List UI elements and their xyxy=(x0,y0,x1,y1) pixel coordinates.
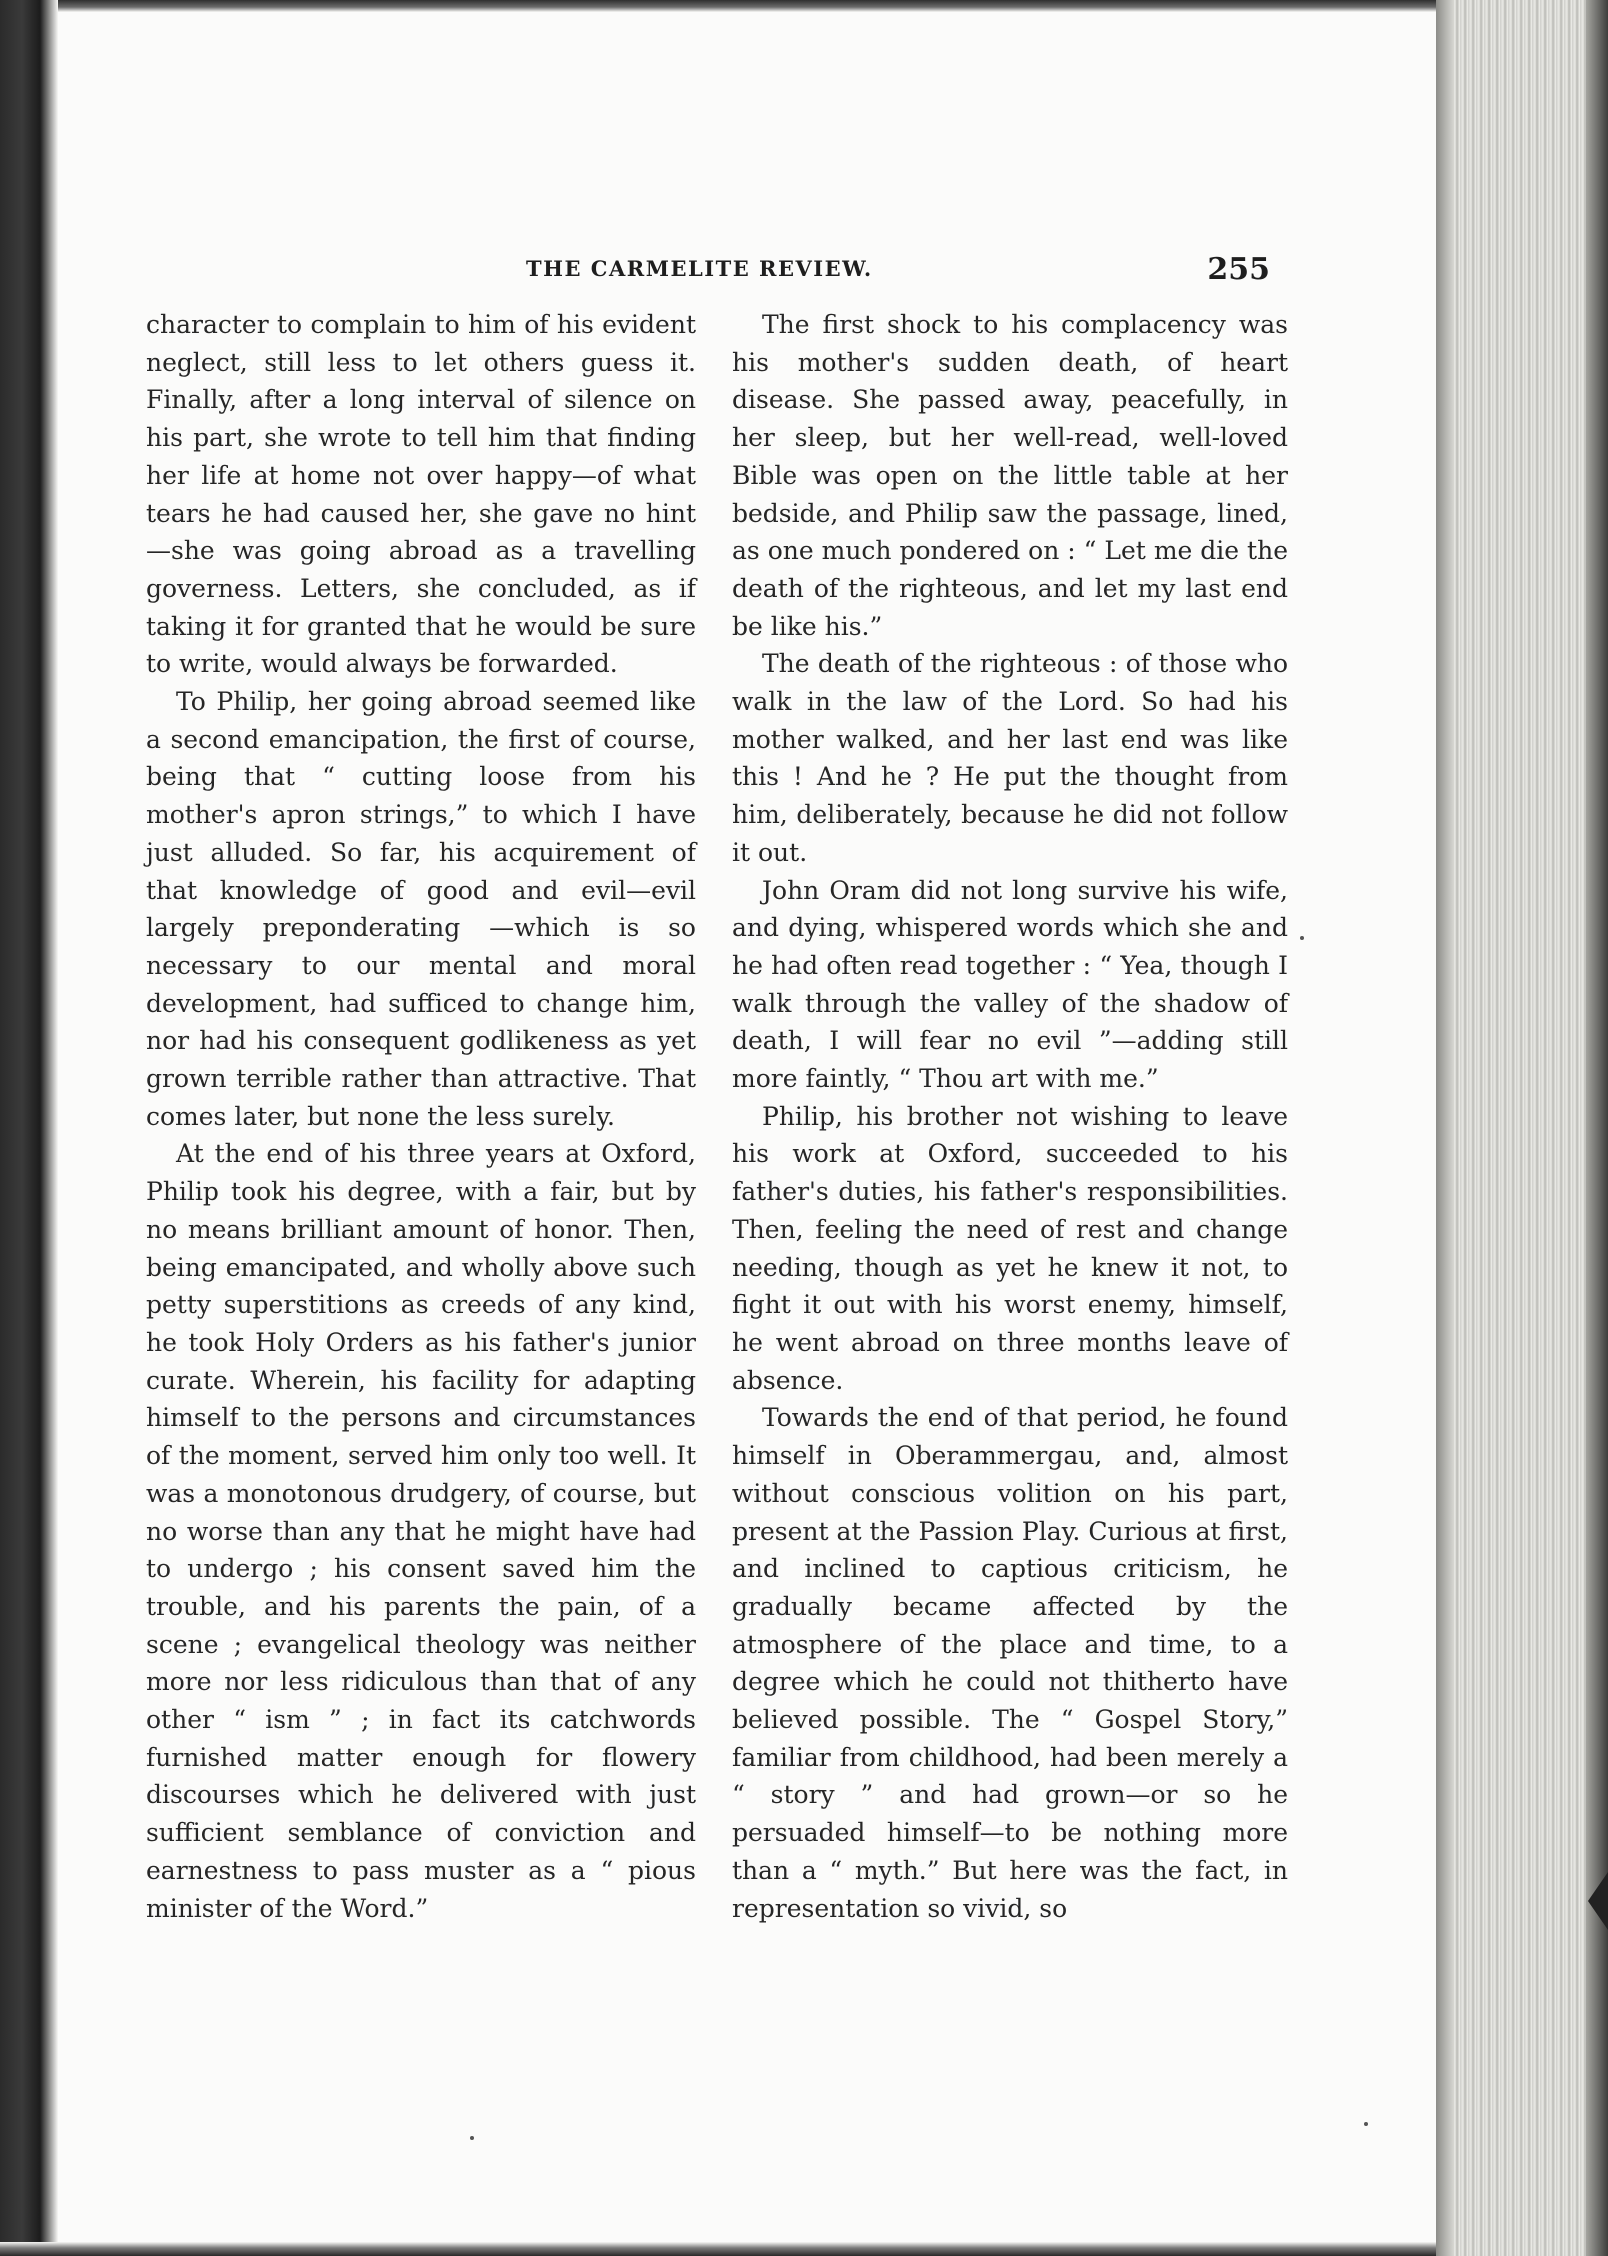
scan-border-top xyxy=(0,0,1460,12)
scan-border-left xyxy=(0,0,58,2256)
paragraph: character to complain to him of his evident neglect, still less to let others guess it. Finally, after a long interval of silence on his part, she wrote to tell him that finding her life at home not over happy—of what tears he had caused her, she gave no hint—she was going abroad as a travelling governess. Letters, she concluded, as if taking it for granted that he would be sure to write, would always be forwarded. xyxy=(146,310,696,679)
book-page-edges xyxy=(1436,0,1608,2256)
running-title: THE CARMELITE REVIEW. xyxy=(526,256,873,281)
left-column xyxy=(146,306,696,1927)
paragraph: At the end of his three years at Oxford, Philip took his degree, with a fair, but by no means brilliant amount of honor. Then, being emancipated, and wholly above such petty superstitions as creeds of any kind, he took Holy Orders as his father's junior curate. Wherein, his facility for adapting himself to the persons and circumstances of the moment, served him only too well. It was a monotonous drudgery, of course, but no worse than any that he might have had to undergo ; his consent saved him the trouble, and his parents the pain, of a scene ; evangelical theology was neither more nor less ridiculous than that of any other “ ism ” ; in fact its catchwords furnished matter enough for flowery discourses which he delivered with just sufficient semblance of conviction and earnestness to pass muster as a “ pious minister of the Word.” xyxy=(146,1139,696,1923)
paragraph: The death of the righteous : of those who walk in the law of the Lord. So had his mother walked, and her last end was like this ! And he ? He put the thought from him, deliberately, because he did not follow it out. xyxy=(732,649,1288,867)
paragraph: Towards the end of that period, he found himself in Oberammergau, and, almost without conscious volition on his part, present at the Passion Play. Curious at first, and inclined to captious criticism, he gradually became affected by the atmosphere of the place and time, to a degree which he could not thitherto have believed possible. The “ Gospel Story,” familiar from childhood, had been merely a “ story ” and had grown—or so he persuaded himself—to be nothing more than a “ myth.” But here was the fact, in representation so vivid, so xyxy=(732,1403,1288,1923)
scan-speck xyxy=(470,2136,474,2140)
page-header xyxy=(146,252,1270,292)
scan-speck xyxy=(1364,2122,1368,2126)
paragraph: The first shock to his complacency was his mother's sudden death, of heart disease. She passed away, peacefully, in her sleep, but her well-read, well-loved Bible was open on the little table at her bedside, and Philip saw the passage, lined, as one much pondered on : “ Let me die the death of the righteous, and let my last end be like his.” xyxy=(732,310,1288,641)
page-number: 255 xyxy=(1207,252,1270,287)
paragraph: To Philip, her going abroad seemed like a second emancipation, the first of course, being that “ cutting loose from his mother's apron strings,” to which I have just alluded. So far, his acquirement of that knowledge of good and evil—evil largely preponderating —which is so necessary to our mental and moral development, had sufficed to change him, nor had his consequent godlikeness as yet grown terrible rather than attractive. That comes later, but none the less surely. xyxy=(146,687,696,1131)
paragraph: John Oram did not long survive his wife, and dying, whispered words which she and he had often read together : “ Yea, though I walk through the valley of the shadow of death, I will fear no evil ”—adding still more faintly, “ Thou art with me.” xyxy=(732,875,1288,1094)
scan-speck xyxy=(1300,936,1304,940)
paragraph: Philip, his brother not wishing to leave his work at Oxford, succeeded to his father's duties, his father's responsibilities. Then, feeling the need of rest and change needing, though as yet he knew it not, to fight it out with his worst enemy, himself, he went abroad on three months leave of absence. xyxy=(732,1101,1288,1395)
right-column xyxy=(732,306,1288,1927)
scan-border-bottom xyxy=(0,2242,1460,2256)
